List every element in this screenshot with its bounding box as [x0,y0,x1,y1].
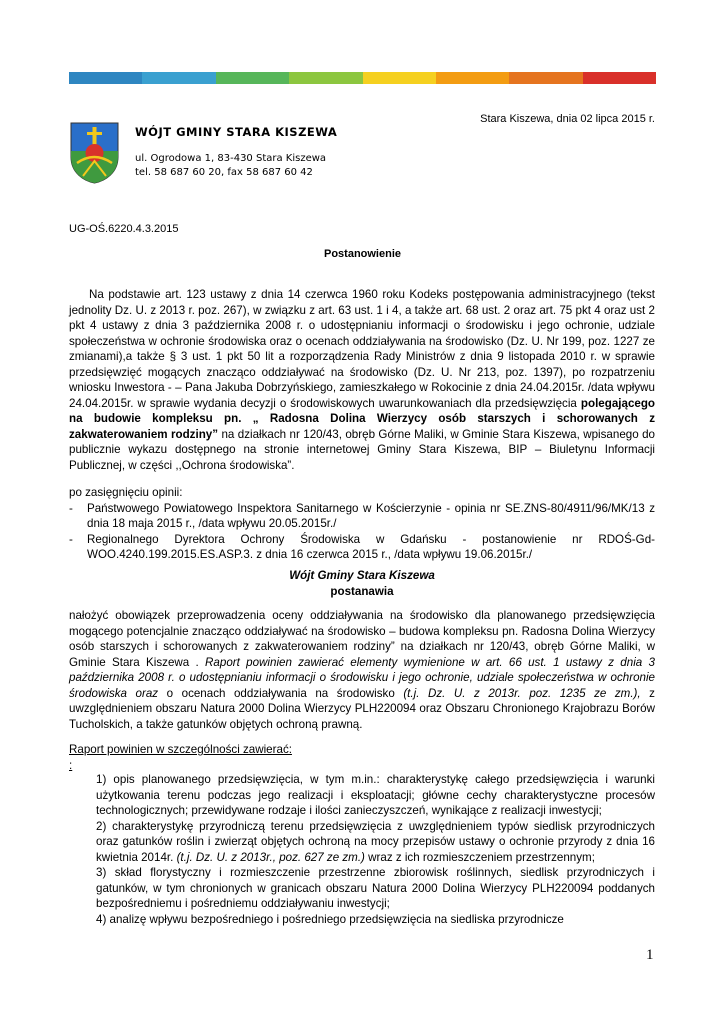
stripe-segment [69,72,142,84]
para1-text-b: na działkach nr 120/43, obręb Górne Maliki, w Gminie Stara Kiszewa, wpisanego do publicznie wykazu dostępnego na stronie internetowej Gminy Stara Kiszewa, BIP – Biuletynu Informacji Publicznej, w części ,,Ochrona środowiska”. [69,427,655,472]
report-item-2-text: 2) charakterystykę przyrodniczą terenu przedsięwzięcia z uwzględnieniem typów siedlisk przyrodniczych oraz gatunków roślin i zwierząt objętych ochroną na mocy przepisów ustawy o ochronie przyrody z dnia 16 kwietnia 2014r. [96,819,655,864]
para2-italic-1: Raport powinien zawierać elementy wymienione w art. 66 ust. 1 ustawy z dnia 3 października 2008 r. o udostępnianiu informacji o środowisku i jego ochronie, udziale społeczeństwa w ochronie środowiska oraz [69,655,655,700]
report-heading-block [69,742,655,773]
report-item-1: 1) opis planowanego przedsięwzięcia, w tym m.in.: charakterystykę całego przedsięwzięcia i warunki użytkowania terenu podczas jego realizacji i eksploatacji; główne cechy charakterystyczne procesów technologicznych; przewidywane rodzaje i ilości zanieczyszczeń, wynikające z realizacji inwestycji; [96,773,655,817]
report-heading: Raport powinien w szczególności zawierać: [69,743,292,756]
decision-paragraph [69,608,655,732]
stripe-segment [509,72,582,84]
project-name: polegającego na budowie kompleksu pn. „ Radosna Dolina Wierzycy osób starszych i schorowanych z zakwaterowaniem rodziny” [69,396,655,441]
report-colon: : [69,758,73,772]
page-number: 1 [646,947,654,963]
report-item-2 [96,819,655,866]
coat-of-arms-icon [69,121,120,184]
report-items [69,772,655,927]
legal-basis-paragraph [69,287,655,473]
para2-text-a: nałożyć obowiązek przeprowadzenia oceny oddziaływania na środowisko dla planowanego przedsięwzięcia mogącego potencjalnie znacząco oddziaływać na środowisko – budowa kompleksu pn. Radosna Dolina Wierzycy osób starszych i schorowanych z zakwaterowaniem rodziny” na działkach nr 120/43, obręb Górne Maliki, w Gminie Stara Kiszewa . [69,609,655,669]
reference-number: UG-OŚ.6220.4.3.2015 [69,223,179,235]
para2-text-b: o ocenach oddziaływania na środowisko [158,686,404,700]
stripe-segment [216,72,289,84]
report-item-2-italic: (t.j. Dz. U. z 2013r., poz. 627 ze zm.) [176,850,365,864]
stripe-segment [363,72,436,84]
report-item-4: 4) analizę wpływu bezpośredniego i pośredniego przedsięwzięcia na siedliska przyrodnicze [96,912,564,926]
report-item-3: 3) skład florystyczny i rozmieszczenie przestrzenne zbiorowisk roślinnych, siedlisk przyrodniczych i gatunków, w tym chronionych w granicach obszaru Natura 2000 Dolina Wierzycy PLH220094 poddanych bezpośredniemu i pośredniemu oddziaływaniu inwestycji; [96,866,655,910]
stripe-segment [583,72,656,84]
para2-italic-2: (t.j. Dz. U. z 2013r. poz. 1235 ze zm.), [403,686,641,700]
opinions-intro: po zasięgnięciu opinii: [69,486,183,499]
decision-verb: postanawia [330,584,394,598]
office-title: WÓJT GMINY STARA KISZEWA [135,125,338,139]
report-item-2-tail: wraz z ich rozmieszczeniem przestrzennym; [364,850,595,864]
color-stripe [69,72,656,84]
opinion-item: - Państwowego Powiatowego Inspektora Sanitarnego w Kościerzynie - opinia nr SE.ZNS-80/4911/96/MK/13 z dnia 18 maja 2015 r., /data wpływu 20.05.2015r./ [87,501,655,532]
para1-text-a: Na podstawie art. 123 ustawy z dnia 14 czerwca 1960 roku Kodeks postępowania administracyjnego (tekst jednolity Dz. U. z 2013 r. poz. 267), w związku z art. 63 ust. 1 i 4, a także art. 68 ust. 2 oraz art. 75 pkt 4 oraz ust 2 pkt 4 ustawy z dnia 3 października 2008 r. o udostępnianiu informacji o środowisku i jego ochronie, udziale społeczeństwa w ochronie środowiska oraz o ocenach oddziaływania na środowisko (Dz. U. Nr 199, poz. 1227 ze zmianami),a także § 3 ust. 1 pkt 50 lit a rozporządzenia Rady Ministrów z dnia 9 listopada 2010 r. w sprawie przedsięwzięć mogących znacząco oddziaływać na środowisko (Dz. U. Nr 213, poz. 1397), po rozpatrzeniu wniosku Inwestora - – Pana Jakuba Dobrzyńskiego, zamieszkałego w Rokocinie z dnia 24.04.2015r. /data wpływu 24.04.2015r. w sprawie wydania decyzji o środowiskowych uwarunkowaniach dla przedsięwzięcia [69,288,655,410]
office-address: ul. Ogrodowa 1, 83-430 Stara Kiszewa [135,153,327,164]
document-title: Postanowienie [323,248,402,260]
stripe-segment [142,72,215,84]
opinion-item: - Regionalnego Dyrektora Ochrony Środowiska w Gdańsku - postanowienie nr RDOŚ-Gd-WOO.4240.199.2015.ES.ASP.3. z dnia 16 czerwca 2015 r., /data wpływu 19.06.2015r./ [87,532,655,563]
stripe-segment [289,72,362,84]
decision-authority: Wójt Gminy Stara Kiszewa [289,569,435,582]
date-line: Stara Kiszewa, dnia 02 lipca 2015 r. [480,113,655,125]
decision-heading [69,568,655,599]
para2-text-c: z uwzględnieniem obszaru Natura 2000 Dolina Wierzycy PLH220094 oraz Obszaru Chronionego Krajobrazu Borów Tucholskich, a także gatunków objętych ochroną prawną. [69,686,655,731]
opinions-section [69,485,655,563]
stripe-segment [436,72,509,84]
office-phone: tel. 58 687 60 20, fax 58 687 60 42 [135,167,313,178]
